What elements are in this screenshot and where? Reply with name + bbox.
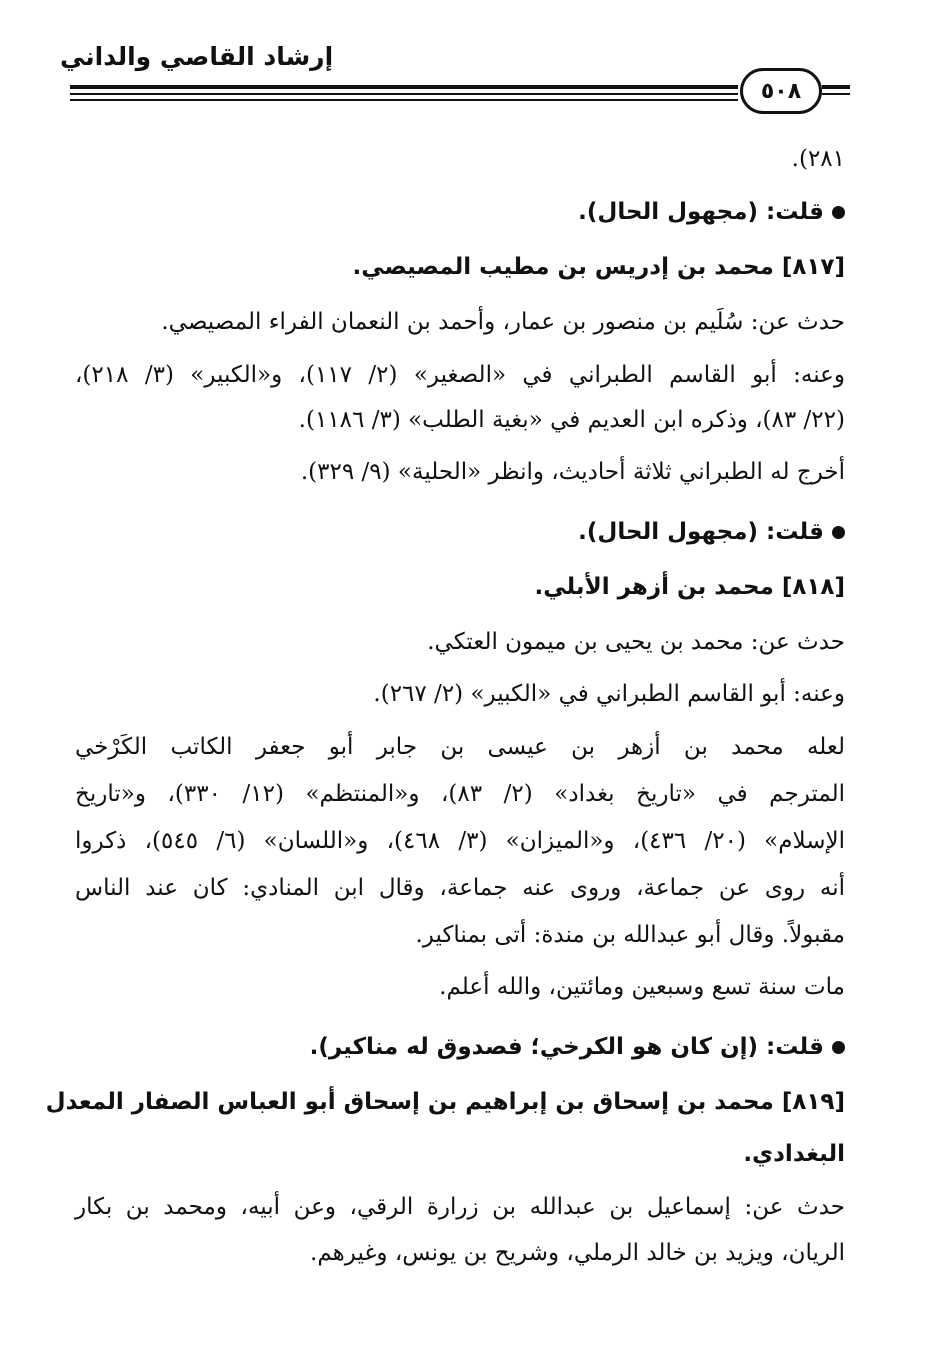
line-text: (٢٢/ ٨٣)، وذكره ابن العديم في «بغية الطلب» (٣/ ١١٨٦).: [298, 407, 845, 433]
header-rule: [70, 85, 738, 89]
line-text: ٢٨١).: [791, 146, 845, 172]
line-text: المترجم في «تاريخ بغداد» (٢/ ٨٣)، و«المنتظم» (١٢/ ٣٣٠)، و«تاريخ: [75, 781, 846, 807]
note-line: [578, 195, 845, 229]
note-line: [578, 515, 845, 549]
header-rule: [822, 85, 850, 89]
text-line: [439, 970, 845, 1004]
text-line: [301, 455, 845, 489]
text-line: [75, 871, 845, 905]
line-text: قلت: (إن كان هو الكرخي؛ فصدوق له مناكير).: [309, 1034, 824, 1060]
entry-heading: [352, 250, 845, 284]
text-line: [75, 1190, 845, 1224]
bullet-icon: [832, 206, 845, 219]
line-text: أخرج له الطبراني ثلاثة أحاديث، وانظر «الحلية» (٩/ ٣٢٩).: [300, 459, 845, 485]
line-text: قلت: (مجهول الحال).: [578, 199, 824, 225]
text-line: [792, 142, 845, 176]
line-text: حدث عن: إسماعيل بن عبدالله بن زرارة الرقي، وعن أبيه، ومحمد بن بكار: [75, 1194, 845, 1220]
bullet-icon: [832, 526, 845, 539]
line-text: مات سنة تسع وسبعين ومائتين، والله أعلم.: [439, 974, 845, 1000]
line-text: البغدادي.: [743, 1141, 845, 1167]
line-text: حدث عن: سُلَيم بن منصور بن عمار، وأحمد بن النعمان الفراء المصيصي.: [161, 309, 845, 335]
bullet-icon: [832, 1041, 845, 1054]
line-text: حدث عن: محمد بن يحيى بن ميمون العتكي.: [427, 629, 845, 655]
page-number: ٥٠٨: [760, 78, 802, 104]
header-rule: [70, 93, 738, 95]
text-line: [75, 824, 845, 858]
text-line: [161, 305, 845, 339]
line-text: وعنه: أبو القاسم الطبراني في «الصغير» (٢/ ١١٧)، و«الكبير» (٣/ ٢١٨)،: [75, 362, 845, 388]
line-text: أنه روى عن جماعة، وروى عنه جماعة، وقال ابن المنادي: كان عند الناس: [75, 875, 845, 901]
header-rule: [70, 99, 738, 101]
line-text: قلت: (مجهول الحال).: [578, 519, 824, 545]
line-text: [٨١٨] محمد بن أزهر الأبلي.: [534, 574, 845, 600]
page-number-badge: [740, 68, 822, 114]
line-text: الإسلام» (٢٠/ ٤٣٦)، و«الميزان» (٣/ ٤٦٨)، و«اللسان» (٦/ ٥٤٥)، ذكروا: [75, 828, 845, 854]
note-line: [310, 1030, 845, 1064]
text-line: [416, 918, 846, 952]
text-line: [299, 403, 845, 437]
line-text: وعنه: أبو القاسم الطبراني في «الكبير» (٢/ ٢٦٧).: [373, 681, 845, 707]
entry-heading: [535, 570, 845, 604]
line-text: [٨١٩] محمد بن إسحاق بن إبراهيم بن إسحاق أبو العباس الصفار المعدل: [45, 1089, 845, 1115]
text-line: [75, 358, 845, 392]
text-line: [75, 730, 845, 764]
running-title: إرشاد القاصي والداني: [60, 42, 334, 71]
header-rule: [822, 93, 850, 95]
line-text: [٨١٧] محمد بن إدريس بن مطيب المصيصي.: [352, 254, 845, 280]
entry-heading: [45, 1085, 845, 1119]
text-line: [310, 1236, 845, 1270]
line-text: مقبولاً. وقال أبو عبدالله بن مندة: أتى بمناكير.: [415, 922, 845, 948]
line-text: لعله محمد بن أزهر بن عيسى بن جابر أبو جعفر الكاتب الكَرْخي: [75, 734, 845, 760]
text-line: [427, 625, 845, 659]
line-text: الريان، ويزيد بن خالد الرملي، وشريح بن يونس، وغيرهم.: [310, 1240, 845, 1266]
entry-heading-continued: [743, 1137, 845, 1171]
text-line: [75, 777, 845, 811]
text-line: [373, 677, 845, 711]
